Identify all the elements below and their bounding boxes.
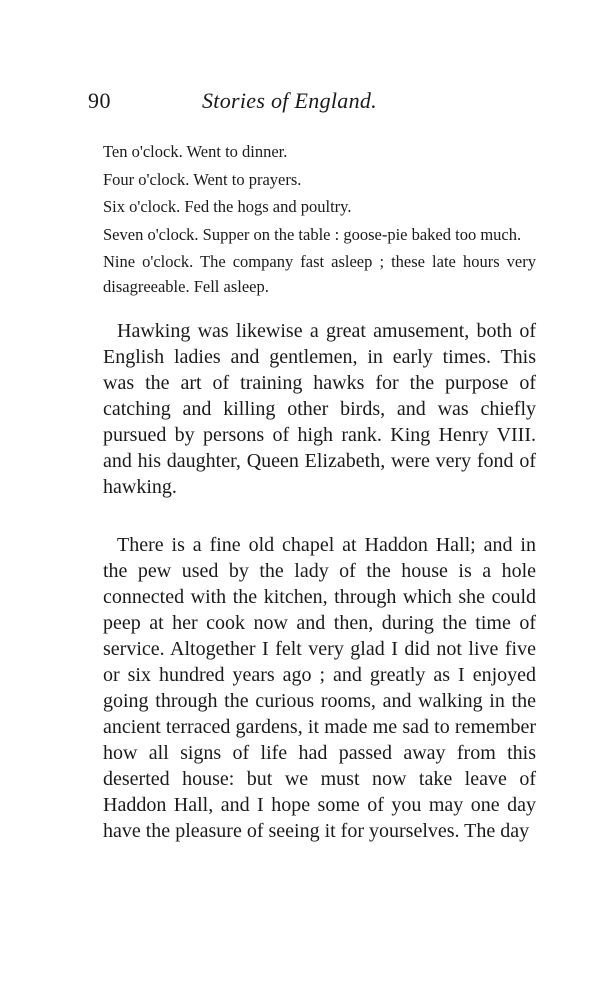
- page-header: [88, 88, 500, 118]
- body-paragraph: There is a fine old chapel at Haddon Hall; and in the pew used by the lady of the house is a hole connected with the kitchen, through which she could peep at her cook now and then, during the time of service. Altogether I felt very glad I did not live five or six hundred years ago ; and greatly as I enjoyed going through the curious rooms, and walking in the ancient terraced gardens, it made me sad to remember how all signs of life had passed away from this deserted house: but we must now take leave of Haddon Hall, and I hope some of you may one day have the pleasure of seeing it for yourselves. The day: [103, 534, 536, 842]
- running-title: Stories of England.: [202, 88, 377, 113]
- diary-entry: Ten o'clock. Went to dinner.: [103, 142, 288, 161]
- diary-entry: Seven o'clock. Supper on the table : goose-pie baked too much.: [103, 224, 522, 244]
- page-number: 90: [88, 88, 111, 113]
- body-paragraph: Hawking was likewise a great amusement, both of English ladies and gentlemen, in early times. This was the art of training hawks for the purpose of catching and killing other birds, and was chiefly pursued by persons of high rank. King Henry VIII. and his daughter, Queen Elizabeth, were very fond of hawking.: [103, 320, 536, 498]
- diary-entry: Nine o'clock. The company fast asleep ; these late hours very disagreeable. Fell asleep.: [103, 252, 536, 296]
- diary-entry: Four o'clock. Went to prayers.: [103, 169, 302, 189]
- diary-excerpt: [103, 140, 536, 302]
- diary-entry: Six o'clock. Fed the hogs and poultry.: [103, 197, 352, 216]
